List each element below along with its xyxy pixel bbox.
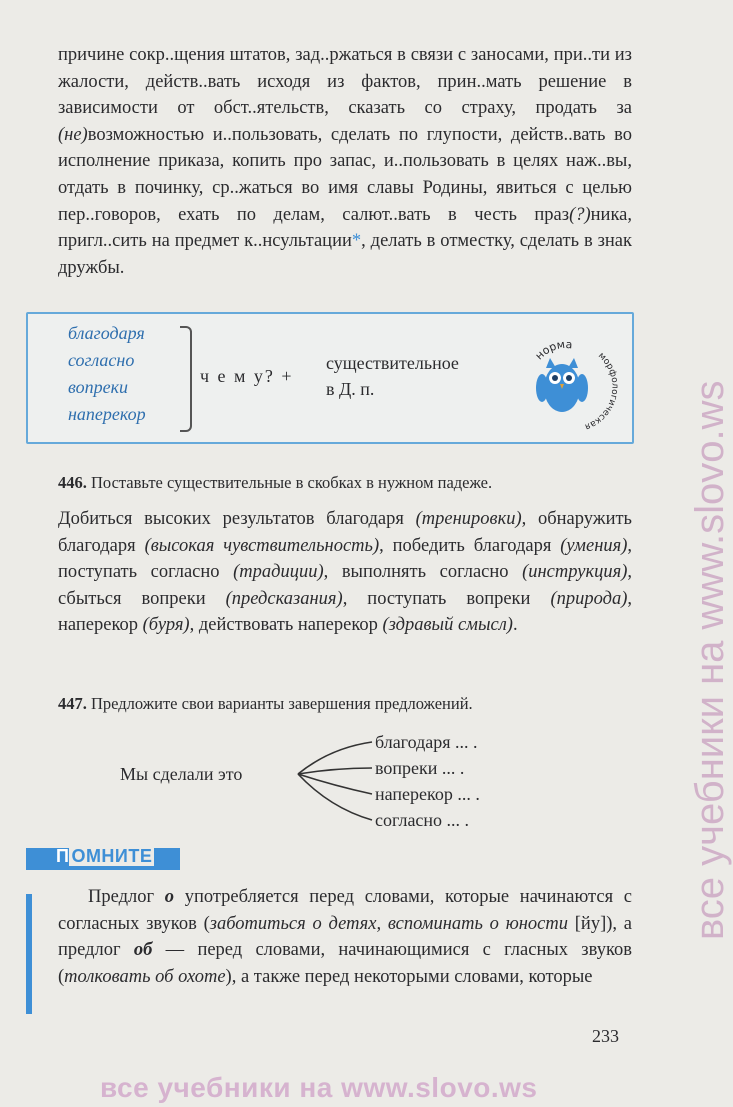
task-447-header: 447. Предложите свои варианты завершения предложений. bbox=[58, 694, 473, 713]
preposition-vopreki: вопреки bbox=[68, 377, 128, 397]
rule-question: ч е м у? + bbox=[200, 366, 294, 386]
task-446-header: 446. Поставьте существительные в скобках в нужном падеже. bbox=[58, 473, 493, 492]
preposition-list bbox=[68, 320, 146, 428]
vertical-watermark: все учебники на www.slovo.ws bbox=[688, 380, 732, 940]
pomnite-heading: П ОМНИТЕ bbox=[56, 846, 153, 866]
pomnite-side-bar bbox=[26, 894, 32, 1014]
rule-noun-case: существительное в Д. п. bbox=[326, 353, 459, 399]
exercise-text-paragraph: причине сокр..щения штатов, зад..ржаться в связи с заносами, при..ти из жалости, действ..вать исходя из фактов, прин..мать решение в зависимости от обст..ятельств, сказать со страху, продать за (не)возможностью и..пользовать, сделать по глупости, действ..вать во исполнение приказа, копить про запас, и..пользовать в целях наж..вы, отдать в починку, ср..жаться во имя славы Родины, явиться с целью пер..говоров, ехать по делам, салют..вать в честь праз(?)ника, пригл..сить на предмет к..нсультации*, делать в отместку, сделать в знак дружбы. bbox=[58, 45, 632, 278]
completion-diagram bbox=[120, 728, 540, 852]
svg-text:морфологическая: морфологическая bbox=[583, 350, 620, 432]
footnote-asterisk: * bbox=[351, 231, 362, 252]
task-446-text: Добиться высоких результатов благодаря (тренировки), обнаружить благодаря (высокая чувствительность), победить благодаря (умения), поступать согласно (традиции), выполнять согласно (инструкция), сбыться вопреки (предсказания), поступать вопреки (природа), наперекор (буря), действовать наперекор (здравый смысл). bbox=[58, 509, 633, 636]
option-vopreki: вопреки ... . bbox=[375, 758, 465, 778]
owl-norm-badge-icon bbox=[510, 322, 620, 432]
bottom-watermark: все учебники на www.slovo.ws bbox=[100, 1072, 538, 1103]
page-number: 233 bbox=[592, 1026, 619, 1046]
rule-box bbox=[26, 312, 634, 444]
preposition-soglasno: согласно bbox=[68, 350, 135, 370]
preposition-blagodarya: благодаря bbox=[68, 323, 145, 343]
option-soglasno: согласно ... . bbox=[375, 810, 470, 830]
diagram-lead-text: Мы сделали это bbox=[120, 764, 243, 784]
diagram-branch-lines bbox=[120, 728, 380, 852]
bracket-line bbox=[180, 326, 192, 432]
pomnite-text: Предлог о употребляется перед словами, которые начинаются с согласных звуков (заботиться о детях, вспоминать о юности [йу]), а предлог об — перед словами, начинающимися с гласных звуков (толковать об охоте), а также перед некоторыми словами, которые bbox=[58, 887, 633, 987]
svg-text:норма: норма bbox=[532, 337, 573, 363]
option-naperekor: наперекор ... . bbox=[375, 784, 480, 804]
preposition-naperekor: наперекор bbox=[68, 404, 146, 424]
option-blagodarya: благодаря ... . bbox=[375, 732, 478, 752]
